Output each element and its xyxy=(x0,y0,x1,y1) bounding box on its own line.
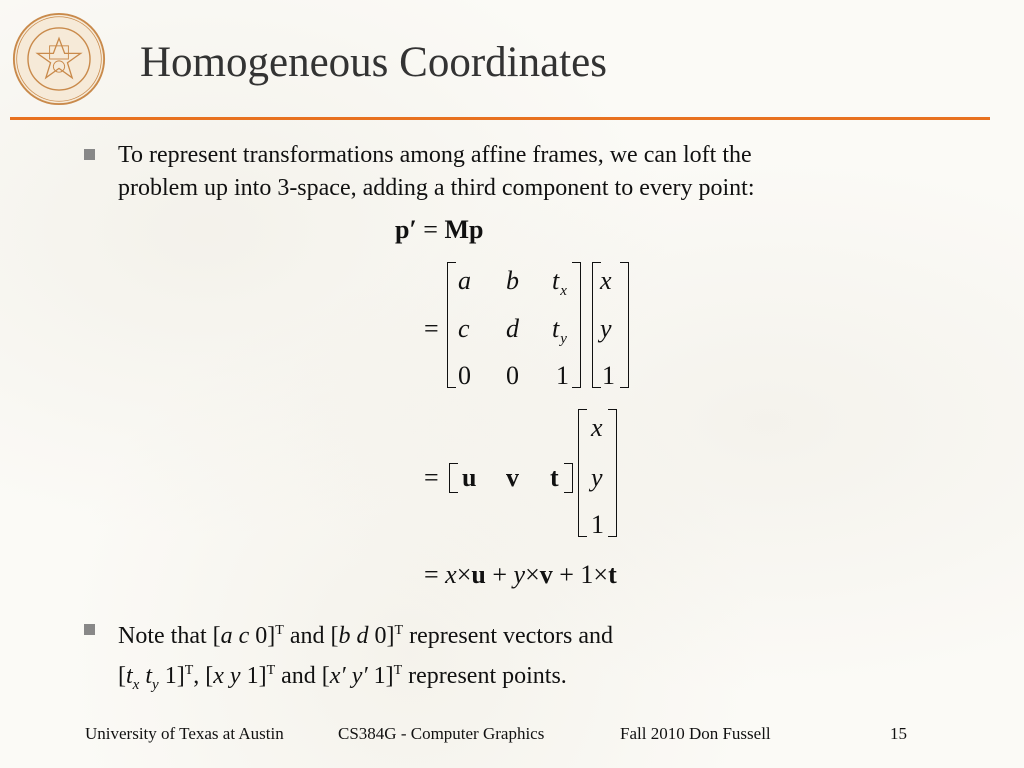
vec-v: v xyxy=(506,463,519,492)
m-a: a xyxy=(458,266,471,295)
bullet-1-line-1: To represent transformations among affine frames, we can loft the xyxy=(118,142,752,168)
bullet-1-line-2: problem up into 3-space, adding a third component to every point: xyxy=(118,175,755,201)
col-left-bracket xyxy=(578,409,587,537)
matrix-equals: = xyxy=(424,314,439,343)
uvt-equals: = xyxy=(424,463,439,492)
footer-term-author: Fall 2010 Don Fussell xyxy=(620,724,771,743)
bullet-2-line-1: Note that [a c 0]$^T$ and [b d 0]$^T$ represent vectors and xyxy=(118,623,613,649)
eq-equals: = xyxy=(423,215,438,244)
v-y: y xyxy=(600,314,612,343)
footer-university: University of Texas at Austin xyxy=(85,724,284,743)
matrix-right-bracket xyxy=(572,262,581,388)
row-left-bracket xyxy=(449,463,458,493)
vector-right-bracket xyxy=(620,262,629,388)
matrix-left-bracket xyxy=(447,262,456,388)
m-0b: 0 xyxy=(506,361,519,390)
footer-page-number: 15 xyxy=(890,724,907,743)
m-ty: $t_y$ xyxy=(552,314,567,347)
col-y: y xyxy=(591,463,603,492)
linear-combination-equation: = x×u + y×v + 1×t xyxy=(424,560,617,589)
row-right-bracket xyxy=(564,463,573,493)
m-b: b xyxy=(506,266,519,295)
bullet-2-line-2: [$t_x$ $t_y$ 1]$^T$, [x y 1]$^T$ and [x′ y′ 1]$^T$ represent points. xyxy=(118,663,567,693)
equation-p-prime xyxy=(395,215,483,245)
v-1: 1 xyxy=(602,361,615,390)
col-x: x xyxy=(591,413,603,442)
col-right-bracket xyxy=(608,409,617,537)
m-d: d xyxy=(506,314,519,343)
footer-course: CS384G - Computer Graphics xyxy=(338,724,545,743)
slide-title: Homogeneous Coordinates xyxy=(140,39,607,86)
title-divider xyxy=(10,117,990,120)
bullet-square-icon xyxy=(84,624,95,635)
m-tx: $t_x$ xyxy=(552,266,567,299)
v-x: x xyxy=(600,266,612,295)
vec-t: t xyxy=(550,463,559,492)
m-1: 1 xyxy=(556,361,569,390)
m-c: c xyxy=(458,314,470,343)
university-seal-logo xyxy=(12,12,106,106)
eq-rhs: Mp xyxy=(444,215,484,244)
eq-lhs: p′ xyxy=(395,215,417,244)
m-0a: 0 xyxy=(458,361,471,390)
col-1: 1 xyxy=(591,510,604,539)
bullet-square-icon xyxy=(84,149,95,160)
vec-u: u xyxy=(462,463,477,492)
